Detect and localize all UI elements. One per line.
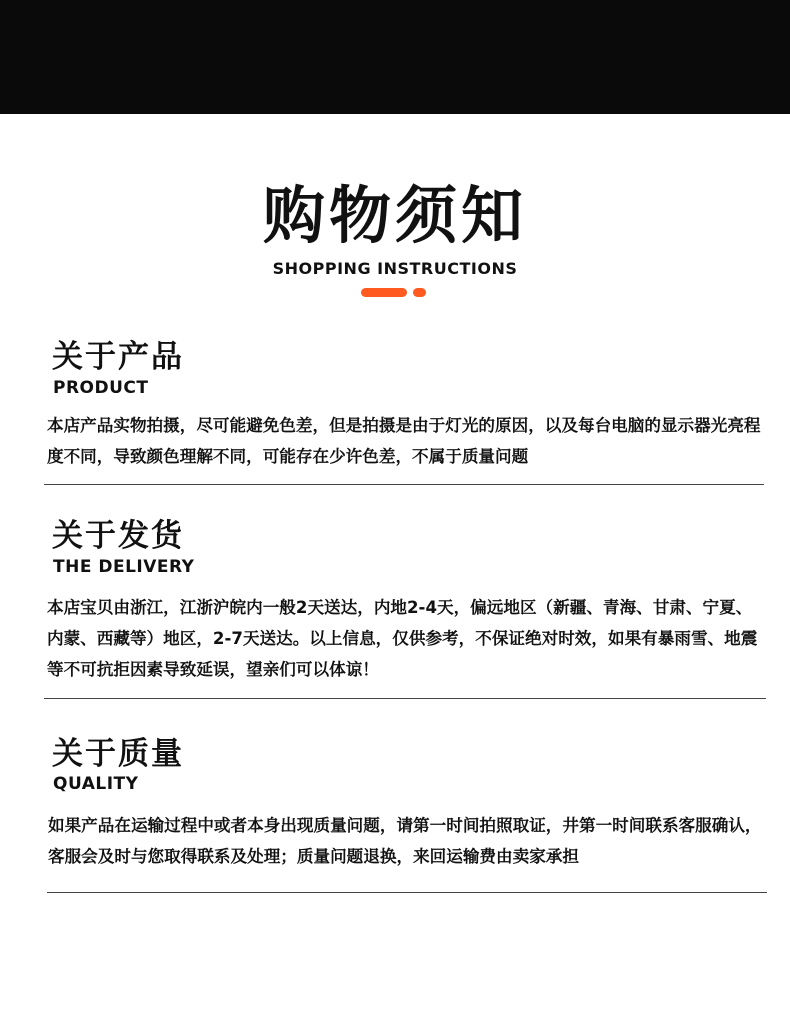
top-banner <box>0 0 790 114</box>
accent-dot <box>413 288 426 297</box>
section-title: 关于质量 <box>52 736 184 772</box>
section-body: 本店产品实物拍摄，尽可能避免色差，但是拍摄是由于灯光的原因，以及每台电脑的显示器光亮程度不同，导致颜色理解不同，可能存在少许色差，不属于质量问题 <box>47 416 761 466</box>
section-title: 关于发货 <box>52 518 184 554</box>
section-title: 关于产品 <box>52 339 184 375</box>
page-subtitle: SHOPPING INSTRUCTIONS <box>272 259 518 278</box>
page-title: 购物须知 <box>262 179 527 252</box>
section-subtitle: PRODUCT <box>53 378 149 398</box>
section-body: 如果产品在运输过程中或者本身出现质量问题，请第一时间拍照取证，井第一时间联系客服确认，客服会及时与您取得联系及处理；质量问题退换，来回运输费由卖家承担 <box>48 816 762 866</box>
section-divider <box>44 484 764 485</box>
section-divider <box>47 892 767 893</box>
section-subtitle: QUALITY <box>53 774 139 794</box>
accent-bar <box>361 288 407 297</box>
section-divider <box>44 698 766 699</box>
section-subtitle: THE DELIVERY <box>53 557 195 577</box>
section-body: 本店宝贝由浙江，江浙沪皖内一般2天送达，内地2-4天，偏远地区（新疆、青海、甘肃、宁夏、内蒙、西藏等）地区，2-7天送达。以上信息，仅供参考，不保证绝对时效，如果有暴雨雪、地震等不可抗拒因素导致延误，望亲们可以体谅！ <box>47 598 758 679</box>
